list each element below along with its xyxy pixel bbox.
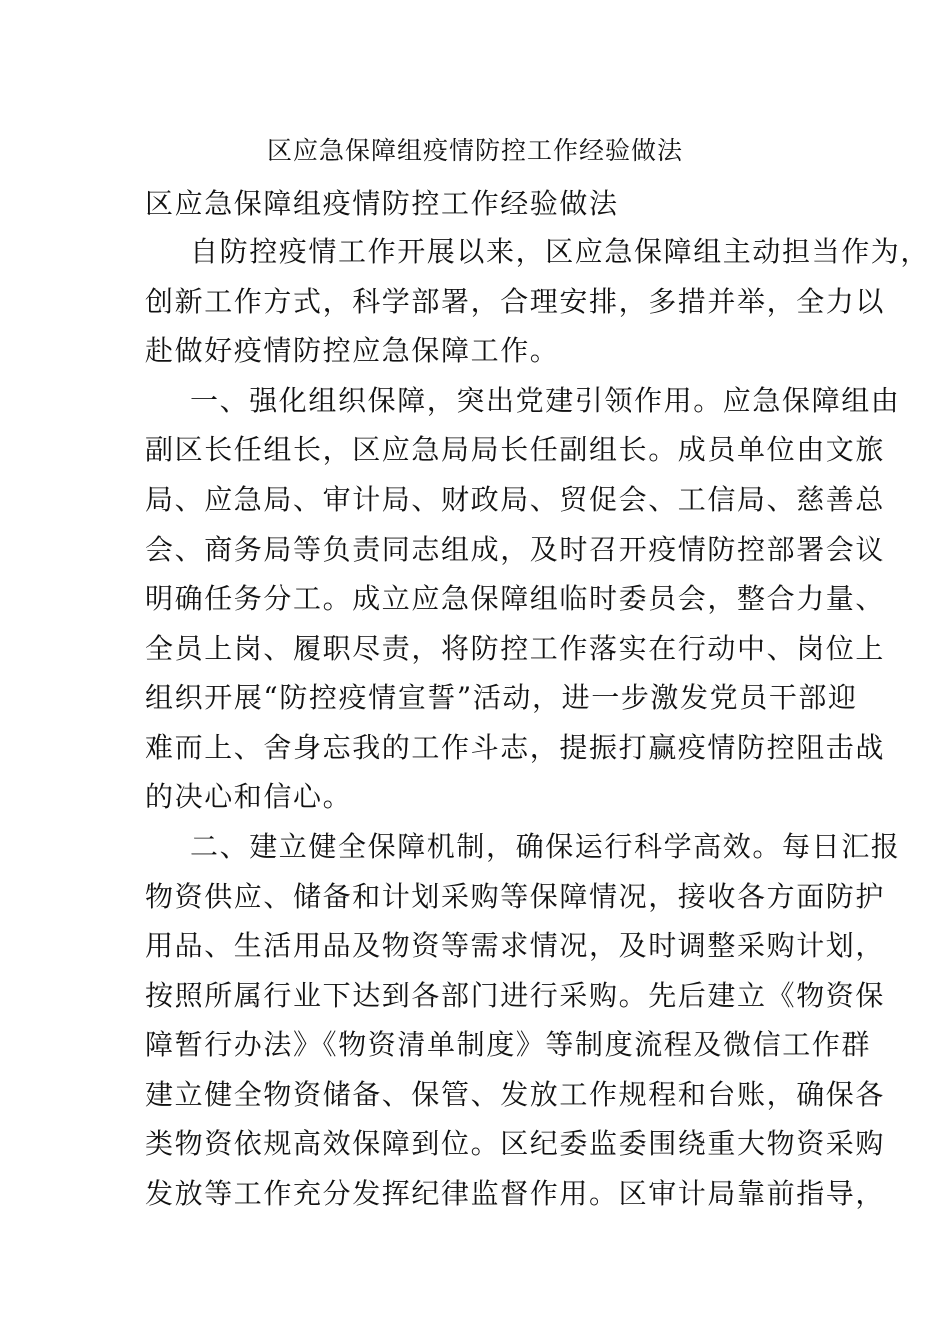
text-line: 副区长任组长，区应急局局长任副组长。成员单位由文旅 [145, 433, 886, 466]
text-line: 的决心和信心。 [145, 780, 353, 813]
text-line: 一、强化组织保障，突出党建引领作用。应急保障组由 [190, 384, 901, 417]
text-line: 明确任务分工。成立应急保障组临时委员会，整合力量、 [145, 582, 886, 615]
text-line: 二、建立健全保障机制，确保运行科学高效。每日汇报 [190, 830, 901, 863]
text-line: 用品、生活用品及物资等需求情况，及时调整采购计划， [145, 929, 886, 962]
text-line: 全员上岗、履职尽责，将防控工作落实在行动中、岗位上 [145, 632, 886, 665]
text-line: 建立健全物资储备、保管、发放工作规程和台账，确保各 [145, 1078, 886, 1111]
text-line: 会、商务局等负责同志组成，及时召开疫情防控部署会议 [145, 533, 886, 566]
text-line: 创新工作方式，科学部署，合理安排，多措并举，全力以 [145, 285, 886, 318]
document-title: 区应急保障组疫情防控工作经验做法 [266, 136, 683, 165]
text-line: 自防控疫情工作开展以来，区应急保障组主动担当作为， [190, 235, 931, 268]
text-line: 发放等工作充分发挥纪律监督作用。区审计局靠前指导， [145, 1177, 886, 1210]
text-line: 类物资依规高效保障到位。区纪委监委围绕重大物资采购 [145, 1127, 886, 1160]
text-line: 按照所属行业下达到各部门进行采购。先后建立《物资保 [145, 979, 886, 1012]
text-line: 障暂行办法》《物资清单制度》等制度流程及微信工作群 [145, 1028, 872, 1061]
text-line: 赴做好疫情防控应急保障工作。 [145, 334, 560, 367]
text-line: 局、应急局、审计局、财政局、贸促会、工信局、慈善总 [145, 483, 886, 516]
text-line: 物资供应、储备和计划采购等保障情况，接收各方面防护 [145, 880, 886, 913]
text-line: 组织开展“防控疫情宣誓”活动，进一步激发党员干部迎 [145, 681, 858, 714]
subtitle-line: 区应急保障组疫情防控工作经验做法 [145, 187, 619, 220]
text-line: 难而上、舍身忘我的工作斗志，提振打赢疫情防控阻击战 [145, 731, 886, 764]
